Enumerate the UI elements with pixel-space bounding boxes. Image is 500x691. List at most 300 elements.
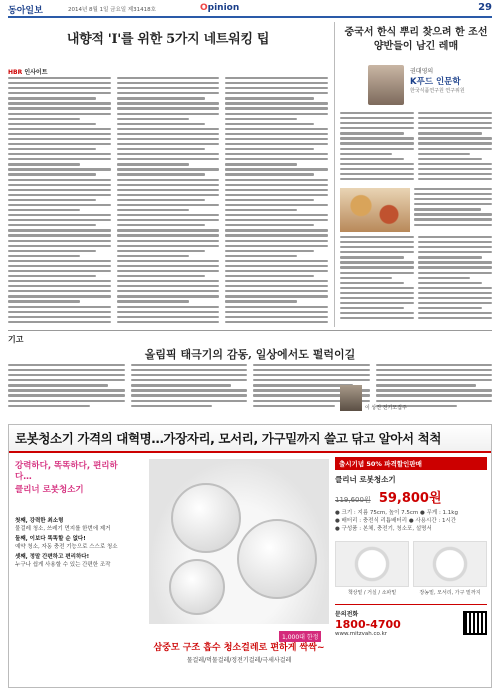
- text-line: [8, 224, 96, 226]
- text-line: [418, 256, 482, 258]
- limited-badge: 1,000대 한정: [279, 631, 321, 642]
- text-line: [117, 118, 189, 120]
- text-line: [225, 300, 297, 302]
- text-line: [117, 204, 220, 206]
- text-line: [117, 229, 220, 231]
- text-line: [225, 87, 328, 89]
- contribution-title: 올림픽 태극기의 감동, 일상에서도 펄럭이길: [144, 348, 356, 361]
- feature-head: 셋째, 정말 간편하고 편리하다!: [15, 554, 90, 560]
- text-line: [8, 143, 111, 145]
- text-line: [225, 128, 328, 130]
- text-line: [117, 219, 220, 221]
- text-line: [117, 250, 205, 252]
- page-header: [8, 2, 492, 18]
- text-line: [8, 148, 96, 150]
- text-line: [253, 369, 370, 371]
- contributor-photo: [340, 385, 362, 411]
- text-line: [376, 364, 493, 366]
- text-line: [8, 82, 111, 84]
- text-line: [225, 240, 328, 242]
- text-line: [340, 302, 414, 304]
- text-line: [8, 184, 111, 186]
- text-line: [414, 213, 492, 215]
- text-line: [117, 97, 205, 99]
- text-line: [225, 138, 328, 140]
- text-line: [418, 261, 492, 263]
- qr-code-icon[interactable]: [463, 611, 487, 635]
- text-line: [8, 389, 125, 391]
- text-line: [418, 153, 470, 155]
- text-column: [8, 364, 125, 412]
- text-line: [340, 256, 404, 258]
- text-line: [8, 364, 125, 366]
- text-line: [8, 118, 80, 120]
- text-line: [8, 400, 125, 402]
- text-line: [117, 153, 220, 155]
- text-line: [8, 311, 111, 313]
- text-line: [117, 290, 220, 292]
- text-line: [225, 163, 297, 165]
- text-line: [340, 241, 414, 243]
- column-title: 내향적 'I'를 위한 5가지 네트워킹 팁: [66, 32, 270, 47]
- feature-body: 누구나 쉽게 사용할 수 있는 간편한 조작: [15, 561, 111, 568]
- page-number: 29: [478, 2, 492, 13]
- text-line: [418, 117, 492, 119]
- feature-head: 둘째, 이보다 똑똑할 순 없다!: [15, 536, 86, 542]
- text-line: [8, 321, 111, 323]
- text-line: [117, 214, 220, 216]
- price-row: [335, 487, 487, 506]
- text-line: [8, 260, 111, 262]
- order-phone[interactable]: 1800-4700: [335, 618, 401, 631]
- text-line: [8, 77, 111, 79]
- text-line: [8, 280, 111, 282]
- thumbnail-caption: 책상밑 / 거실 / 소파밑: [347, 590, 397, 596]
- text-line: [117, 123, 205, 125]
- text-line: [340, 277, 392, 279]
- text-line: [225, 250, 313, 252]
- text-line: [418, 277, 470, 279]
- spec-line: ● 크기 : 지름 75cm, 높이 7.5cm ● 무게 : 1.1kg: [335, 510, 458, 516]
- text-line: [8, 316, 111, 318]
- text-line: [418, 287, 492, 289]
- text-line: [117, 234, 220, 236]
- text-line: [253, 384, 353, 386]
- section-divider: [8, 330, 492, 331]
- robot-cleaner-image: [171, 483, 241, 553]
- text-line: [131, 389, 248, 391]
- text-line: [8, 123, 96, 125]
- text-line: [8, 394, 125, 396]
- text-line: [117, 260, 220, 262]
- text-line: [225, 123, 313, 125]
- robot-cleaner-image: [169, 559, 225, 615]
- text-line: [131, 379, 248, 381]
- text-line: [225, 133, 328, 135]
- text-line: [418, 168, 492, 170]
- text-line: [418, 173, 492, 175]
- kfood-column: [340, 22, 492, 327]
- text-line: [418, 142, 492, 144]
- author-description: 한국식품연구원 연구위원: [410, 88, 465, 94]
- text-line: [117, 209, 189, 211]
- advertisement[interactable]: [8, 424, 492, 688]
- text-line: [418, 317, 492, 319]
- text-line: [340, 178, 414, 180]
- product-thumbnails: [335, 541, 487, 587]
- text-line: [418, 241, 492, 243]
- text-line: [225, 113, 328, 115]
- text-line: [8, 153, 111, 155]
- text-line: [418, 297, 492, 299]
- text-line: [117, 133, 220, 135]
- text-line: [340, 312, 414, 314]
- text-line: [340, 127, 414, 129]
- text-column: [340, 236, 414, 326]
- text-line: [8, 102, 111, 104]
- text-line: [8, 179, 111, 181]
- text-line: [340, 112, 414, 114]
- text-line: [117, 184, 220, 186]
- text-column: [225, 77, 328, 327]
- text-line: [418, 137, 492, 139]
- text-line: [414, 198, 492, 200]
- text-line: [8, 87, 111, 89]
- text-line: [8, 369, 125, 371]
- section-title: Opinion: [200, 3, 240, 13]
- feature-body: 물걸레 청소, 쓰레기 먼지를 한번에 제거: [15, 525, 111, 532]
- text-line: [8, 229, 111, 231]
- thumbnail-caption: 장농밑, 모서리, 가구 밑까지: [419, 590, 481, 596]
- text-line: [376, 369, 493, 371]
- text-line: [418, 236, 492, 238]
- text-line: [117, 295, 220, 297]
- text-line: [225, 184, 328, 186]
- text-line: [131, 394, 248, 396]
- text-line: [117, 92, 220, 94]
- text-line: [8, 113, 111, 115]
- text-line: [418, 266, 492, 268]
- text-line: [225, 229, 328, 231]
- thumbnail-image: [413, 541, 487, 587]
- text-line: [131, 369, 248, 371]
- column-body-lower: [340, 236, 492, 326]
- text-line: [8, 204, 111, 206]
- text-column: [340, 112, 414, 187]
- text-line: [8, 199, 96, 201]
- text-line: [414, 203, 492, 205]
- text-line: [340, 287, 414, 289]
- text-line: [225, 158, 328, 160]
- byline-brand: HBR: [8, 69, 23, 76]
- text-line: [376, 374, 493, 376]
- text-line: [418, 292, 492, 294]
- text-line: [117, 173, 205, 175]
- text-line: [418, 272, 492, 274]
- text-line: [340, 236, 414, 238]
- text-line: [376, 400, 493, 402]
- order-contact: [335, 604, 487, 637]
- text-line: [117, 240, 220, 242]
- text-line: [253, 405, 335, 407]
- text-line: [253, 379, 370, 381]
- text-line: [414, 218, 492, 220]
- thumbnail-image: [335, 541, 409, 587]
- text-line: [418, 163, 492, 165]
- hbr-column: [8, 22, 328, 327]
- text-line: [131, 364, 248, 366]
- ad-slogan: 강력하다, 똑똑하다, 편리하다…: [15, 461, 118, 482]
- text-line: [8, 250, 96, 252]
- text-line: [117, 77, 220, 79]
- text-line: [340, 117, 414, 119]
- text-line: [340, 261, 414, 263]
- text-line: [225, 143, 328, 145]
- text-line: [8, 270, 111, 272]
- text-line: [340, 158, 404, 160]
- text-line: [414, 193, 492, 195]
- order-url[interactable]: www.mitzvah.co.kr: [335, 631, 388, 637]
- text-line: [225, 168, 328, 170]
- text-line: [8, 194, 111, 196]
- text-line: [8, 189, 111, 191]
- text-line: [8, 285, 111, 287]
- author-box: [410, 66, 492, 94]
- text-line: [8, 163, 80, 165]
- text-line: [225, 209, 297, 211]
- text-line: [117, 316, 220, 318]
- author-portrait: [368, 65, 404, 105]
- contribution-body: [8, 364, 492, 412]
- thumbnail-captions: [335, 589, 487, 596]
- ad-offer: [335, 457, 487, 637]
- text-line: [225, 179, 328, 181]
- text-line: [253, 364, 370, 366]
- robot-cleaner-image: [237, 519, 317, 599]
- text-line: [117, 143, 220, 145]
- text-line: [418, 158, 482, 160]
- text-line: [418, 307, 482, 309]
- text-line: [225, 97, 313, 99]
- text-line: [8, 158, 111, 160]
- text-line: [117, 280, 220, 282]
- text-line: [117, 168, 220, 170]
- text-line: [418, 148, 492, 150]
- text-line: [414, 208, 481, 210]
- robot-product-photo: [149, 459, 329, 624]
- text-line: [131, 384, 231, 386]
- text-line: [225, 306, 328, 308]
- text-line: [8, 133, 111, 135]
- order-label: 문의전화: [335, 611, 359, 618]
- masthead: 동아일보: [8, 6, 43, 16]
- text-line: [340, 163, 414, 165]
- text-line: [8, 374, 125, 376]
- text-line: [340, 251, 414, 253]
- text-line: [8, 219, 111, 221]
- text-line: [376, 394, 493, 396]
- text-line: [8, 209, 80, 211]
- text-line: [117, 163, 189, 165]
- text-line: [117, 245, 220, 247]
- original-price: 119,600원: [335, 496, 371, 504]
- text-line: [418, 178, 492, 180]
- text-line: [225, 285, 328, 287]
- text-line: [117, 270, 220, 272]
- food-photo: [340, 188, 410, 232]
- text-line: [418, 112, 492, 114]
- text-line: [117, 255, 189, 257]
- text-line: [8, 255, 80, 257]
- text-line: [225, 255, 297, 257]
- text-line: [225, 82, 328, 84]
- product-specs: [335, 509, 487, 533]
- text-line: [340, 173, 414, 175]
- text-line: [8, 405, 90, 407]
- text-line: [225, 224, 313, 226]
- sale-price: 59,800원: [378, 491, 442, 506]
- text-line: [225, 153, 328, 155]
- feature-body: 예약 청소, 자동 충전 기능으로 스스로 청소: [15, 543, 118, 550]
- text-line: [8, 168, 111, 170]
- text-line: [8, 97, 96, 99]
- text-line: [225, 214, 328, 216]
- text-line: [418, 302, 492, 304]
- text-line: [8, 290, 111, 292]
- text-column: [418, 236, 492, 326]
- text-line: [225, 275, 313, 277]
- text-line: [131, 400, 248, 402]
- text-line: [117, 82, 220, 84]
- text-line: [376, 389, 493, 391]
- text-line: [376, 379, 493, 381]
- text-line: [418, 127, 492, 129]
- text-line: [418, 122, 492, 124]
- spec-line: ● 배터리 : 충전식 리튬배터리 ● 사용시간 : 1시간: [335, 518, 457, 524]
- text-line: [418, 246, 492, 248]
- column-title: 중국서 한식 뿌리 찾으려 한 조선 양반들이 남긴 레매: [344, 27, 488, 52]
- text-line: [340, 297, 414, 299]
- text-line: [117, 300, 189, 302]
- text-line: [340, 168, 414, 170]
- promo-banner: 출시기념 50% 파격할인판매: [335, 457, 487, 470]
- ad-center-copy: [149, 640, 329, 664]
- ad-headline-bar: [9, 425, 491, 453]
- text-line: [117, 158, 220, 160]
- spec-line: ● 구성품 : 본체, 충전기, 청소포, 설명서: [335, 526, 432, 532]
- text-line: [340, 307, 404, 309]
- text-line: [117, 321, 220, 323]
- text-line: [225, 245, 328, 247]
- text-line: [225, 280, 328, 282]
- text-line: [225, 270, 328, 272]
- column-series-name: K푸드 인문학: [410, 77, 461, 87]
- center-copy-main: 삼중모 구조 흡수 청소걸레로 편하게 싹싹~: [153, 643, 325, 653]
- photo-caption-text: [414, 188, 492, 232]
- ad-headline: 로봇청소기 가격의 대혁명…가장자리, 모서리, 가구밑까지 쓸고 닦고 알아서 척척: [15, 431, 442, 446]
- text-column: [117, 77, 220, 327]
- text-line: [8, 240, 111, 242]
- text-line: [8, 245, 111, 247]
- text-line: [225, 265, 328, 267]
- text-line: [225, 311, 328, 313]
- ad-slogans: [15, 461, 133, 496]
- text-column: [8, 77, 111, 327]
- text-line: [117, 199, 205, 201]
- text-line: [8, 384, 108, 386]
- text-line: [414, 188, 492, 190]
- text-line: [117, 189, 220, 191]
- text-line: [225, 316, 328, 318]
- text-line: [225, 92, 328, 94]
- text-line: [225, 260, 328, 262]
- text-line: [340, 282, 404, 284]
- text-line: [225, 102, 328, 104]
- text-line: [340, 272, 414, 274]
- text-line: [225, 148, 313, 150]
- text-line: [8, 295, 111, 297]
- text-line: [117, 102, 220, 104]
- text-line: [376, 384, 476, 386]
- text-line: [225, 204, 328, 206]
- text-line: [340, 132, 404, 134]
- text-line: [117, 224, 205, 226]
- text-line: [225, 295, 328, 297]
- text-line: [8, 138, 111, 140]
- text-line: [8, 128, 111, 130]
- byline: [8, 67, 48, 76]
- text-line: [414, 224, 492, 226]
- product-name: 클리너 로봇청소기: [335, 475, 396, 484]
- text-line: [225, 77, 328, 79]
- text-line: [117, 113, 220, 115]
- text-line: [8, 234, 111, 236]
- text-line: [225, 199, 313, 201]
- text-line: [8, 214, 111, 216]
- text-line: [8, 300, 80, 302]
- text-line: [117, 128, 220, 130]
- text-line: [117, 311, 220, 313]
- text-column: [131, 364, 248, 412]
- text-line: [253, 374, 370, 376]
- text-line: [117, 107, 220, 109]
- contributor-name: 이 상진 전기모집주: [365, 405, 407, 411]
- text-line: [418, 282, 482, 284]
- text-line: [117, 87, 220, 89]
- text-line: [117, 194, 220, 196]
- text-line: [117, 138, 220, 140]
- text-line: [225, 234, 328, 236]
- issue-meta: 2014년 8월 1일 금요일 제31418호: [68, 7, 156, 13]
- text-line: [8, 92, 111, 94]
- text-line: [340, 266, 414, 268]
- column-divider: [334, 22, 335, 327]
- text-line: [225, 290, 328, 292]
- text-line: [340, 246, 414, 248]
- section-label: 기고: [8, 335, 24, 344]
- ad-features: [15, 515, 145, 569]
- text-line: [8, 306, 111, 308]
- text-line: [117, 265, 220, 267]
- text-line: [340, 153, 392, 155]
- text-line: [8, 107, 111, 109]
- column-body: [8, 77, 328, 327]
- text-line: [418, 251, 492, 253]
- text-line: [225, 194, 328, 196]
- text-line: [225, 219, 328, 221]
- author-role: 권대영의: [410, 68, 434, 75]
- text-line: [340, 317, 414, 319]
